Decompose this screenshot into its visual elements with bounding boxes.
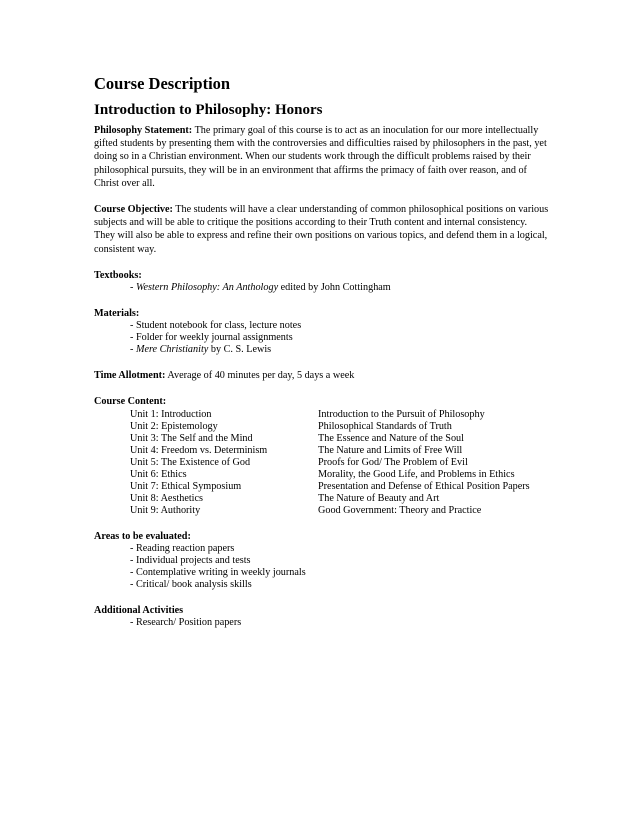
materials-heading: Materials: bbox=[94, 308, 140, 320]
unit-topic: The Essence and Nature of the Soul bbox=[318, 432, 464, 444]
course-content-heading: Course Content: bbox=[94, 396, 167, 408]
spacer bbox=[94, 517, 549, 530]
course-subtitle: Introduction to Philosophy: Honors bbox=[94, 102, 323, 118]
document-page bbox=[94, 74, 549, 629]
unit-name: Unit 8: Aesthetics bbox=[130, 492, 204, 504]
unit-topic: Introduction to the Pursuit of Philosophy bbox=[318, 408, 485, 420]
textbook-suffix: edited by John Cottingham bbox=[278, 282, 391, 294]
materials-book-prefix: - bbox=[130, 344, 136, 356]
time-allotment-text: Average of 40 minutes per day, 5 days a week bbox=[165, 370, 355, 382]
materials-item: - Folder for weekly journal assignments bbox=[130, 332, 293, 344]
textbook-prefix: - bbox=[130, 282, 136, 294]
unit-topic: Philosophical Standards of Truth bbox=[318, 420, 452, 432]
unit-topic: The Nature and Limits of Free Will bbox=[318, 444, 463, 456]
spacer bbox=[94, 294, 549, 307]
materials-book-item bbox=[130, 344, 549, 356]
unit-name: Unit 5: The Existence of God bbox=[130, 456, 251, 468]
spacer bbox=[94, 382, 549, 395]
evaluation-item: - Critical/ book analysis skills bbox=[130, 578, 252, 590]
spacer bbox=[94, 190, 549, 203]
time-allotment-label: Time Allotment: bbox=[94, 370, 166, 382]
spacer bbox=[94, 591, 549, 604]
document-title: Course Description bbox=[94, 74, 231, 93]
unit-name: Unit 9: Authority bbox=[130, 504, 201, 516]
materials-book-suffix: by C. S. Lewis bbox=[208, 344, 272, 356]
materials-item: - Student notebook for class, lecture notes bbox=[130, 320, 302, 332]
evaluation-item: - Reading reaction papers bbox=[130, 542, 235, 554]
philosophy-statement-text: The primary goal of this course is to act as an inoculation for our more intellectually gifted students by presenting them with the controversies and difficulties raised by philosophers in the past, yet doing so in a Christian environment. When our students work through the difficult problems raised by their philosophical pursuits, they will be in an environment that affirms the primacy of faith over reason, and of Christ over all. bbox=[94, 125, 547, 189]
evaluation-item: - Individual projects and tests bbox=[130, 554, 251, 566]
unit-name: Unit 4: Freedom vs. Determinism bbox=[130, 444, 268, 456]
additional-activities-heading: Additional Activities bbox=[94, 604, 184, 616]
spacer bbox=[94, 256, 549, 269]
course-objective-text: The students will have a clear understanding of common philosophical positions on various subjects and will be able to critique the positions according to their Truth content and internal consistency. They will also be able to express and refine their own positions on various topics, and defend them in a logical, consistent way. bbox=[94, 204, 549, 255]
activity-item: - Research/ Position papers bbox=[130, 617, 242, 629]
unit-topic: Good Government: Theory and Practice bbox=[318, 504, 482, 516]
textbook-title: Western Philosophy: An Anthology bbox=[135, 282, 279, 294]
unit-name: Unit 3: The Self and the Mind bbox=[130, 432, 253, 444]
areas-evaluated-heading: Areas to be evaluated: bbox=[94, 530, 191, 542]
philosophy-statement-label: Philosophy Statement: bbox=[94, 125, 193, 136]
unit-name: Unit 6: Ethics bbox=[130, 468, 187, 480]
course-objective-label: Course Objective: bbox=[94, 204, 173, 216]
unit-name: Unit 2: Epistemology bbox=[130, 420, 218, 432]
unit-topic: Morality, the Good Life, and Problems in Ethics bbox=[318, 468, 515, 480]
unit-name: Unit 7: Ethical Symposium bbox=[130, 480, 242, 492]
textbooks-heading: Textbooks: bbox=[94, 269, 142, 281]
materials-book-title: Mere Christianity bbox=[135, 344, 209, 356]
textbook-item bbox=[130, 282, 549, 294]
unit-topic: The Nature of Beauty and Art bbox=[318, 492, 440, 504]
spacer bbox=[94, 356, 549, 369]
course-objective bbox=[94, 203, 549, 256]
unit-name: Unit 1: Introduction bbox=[130, 408, 212, 420]
unit-topic: Presentation and Defense of Ethical Position Papers bbox=[318, 480, 530, 492]
evaluation-item: - Contemplative writing in weekly journals bbox=[130, 566, 306, 578]
philosophy-statement bbox=[94, 124, 549, 190]
course-units-table bbox=[130, 409, 549, 517]
time-allotment bbox=[94, 369, 549, 382]
unit-topic: Proofs for God/ The Problem of Evil bbox=[318, 456, 468, 468]
